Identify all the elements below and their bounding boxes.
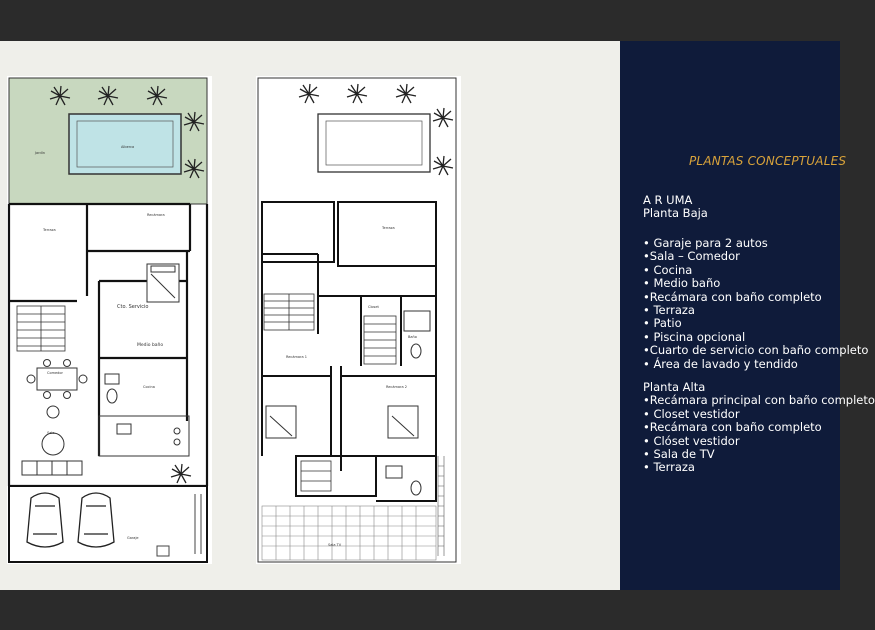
label-sala-tv: Sala TV	[328, 543, 342, 547]
list-item: • Terraza	[643, 460, 695, 475]
label-closet: Closet	[368, 305, 379, 309]
list-item: • Cocina	[643, 262, 693, 277]
dining-table-icon	[27, 360, 87, 399]
label-garaje: Garaje	[127, 536, 139, 540]
list-item: • Piscina opcional	[643, 329, 746, 344]
bed-icon-1	[266, 406, 296, 438]
bed-icon	[147, 264, 179, 302]
list-item: • Área de lavado y tendido	[643, 356, 798, 371]
list-item: • Garaje para 2 autos	[643, 236, 768, 250]
ground-floor-heading: Planta Baja	[643, 206, 708, 221]
info-panel	[620, 41, 875, 590]
upper-floor-list	[643, 381, 875, 475]
label-cocina: Cocina	[143, 385, 155, 389]
label-terraza: Terraza	[43, 228, 56, 232]
label-alberca: Alberca	[121, 145, 135, 149]
project-block	[643, 194, 708, 221]
stairs	[17, 306, 65, 351]
upper-floor-heading: Planta Alta	[643, 380, 706, 394]
upper-floor-plan	[256, 76, 461, 564]
list-item: • Clóset vestidor	[643, 433, 740, 448]
list-item: •Cuarto de servicio con baño completo	[643, 343, 869, 358]
list-item: • Closet vestidor	[643, 406, 740, 421]
kitchen-icon	[99, 416, 189, 456]
panel-title: PLANTAS CONCEPTUALES	[689, 154, 847, 168]
upper-floor-drawing	[256, 76, 461, 564]
ground-floor-list	[643, 237, 868, 371]
slide	[0, 41, 875, 590]
ground-floor-drawing	[7, 76, 212, 564]
label-comedor: Comedor	[47, 371, 63, 375]
label-sala: Sala	[47, 431, 55, 435]
label-recamara-1: Recámara 1	[286, 355, 307, 359]
label-recamara-2: Recámara 2	[386, 385, 407, 389]
top-frame	[0, 0, 840, 41]
bottom-frame	[0, 590, 840, 630]
project-name: A R UMA	[643, 193, 693, 207]
pool	[69, 114, 181, 174]
label-bano: Baño	[408, 335, 417, 339]
ground-floor-plan	[7, 76, 212, 564]
bed-icon-2	[388, 406, 418, 438]
label-jardin: Jardín	[35, 151, 45, 155]
list-item: •Recámara con baño completo	[643, 420, 822, 435]
label-recamara: Recámara	[147, 213, 165, 217]
living-room-icon	[22, 406, 82, 475]
list-item: • Patio	[643, 316, 682, 331]
list-item: • Sala de TV	[643, 447, 715, 462]
label-medio-bano: Medio baño	[137, 343, 164, 348]
list-item: •Recámara con baño completo	[643, 289, 822, 304]
list-item: • Medio baño	[643, 276, 721, 291]
label-servicio: Cto. Servicio	[117, 304, 149, 310]
bathroom-icon	[105, 374, 119, 403]
list-item: •Sala – Comedor	[643, 249, 740, 264]
label-terraza: Terraza	[382, 226, 395, 230]
list-item: •Recámara principal con baño completo	[643, 393, 875, 408]
list-item: • Terraza	[643, 303, 695, 318]
